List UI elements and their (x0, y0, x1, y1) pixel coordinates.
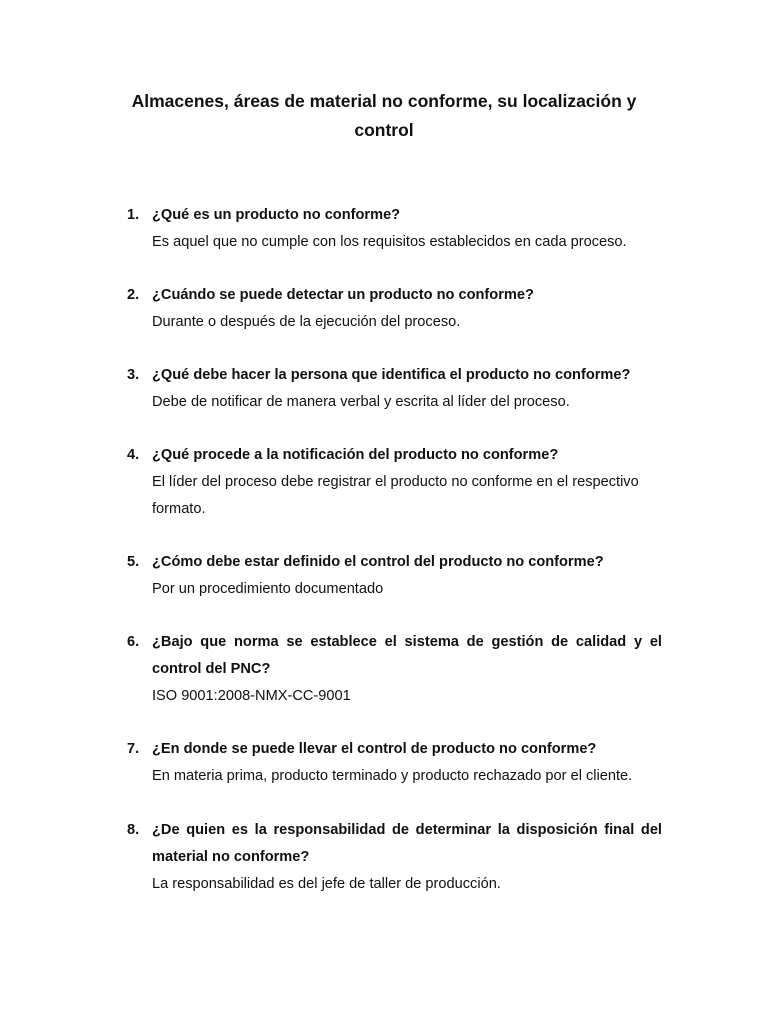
question-text: ¿Qué es un producto no conforme? (152, 207, 401, 223)
item-number: 4. (127, 447, 140, 463)
item-number: 8. (127, 822, 140, 838)
answer-text: ISO 9001:2008-NMX-CC-9001 (152, 688, 351, 704)
item-number: 6. (127, 634, 140, 650)
answer-text: La responsabilidad es del jefe de taller de producción. (152, 876, 501, 892)
question-text: ¿En donde se puede llevar el control de producto no conforme? (152, 741, 597, 757)
answer-text: Es aquel que no cumple con los requisitos establecidos en cada proceso. (152, 234, 627, 250)
question-text: ¿Bajo que norma se establece el sistema de gestión de calidad y el control del PNC? (152, 634, 662, 677)
question-text: ¿Cuándo se puede detectar un producto no conforme? (152, 287, 534, 303)
item-number: 2. (127, 287, 140, 303)
item-number: 5. (127, 554, 140, 570)
item-number: 3. (127, 367, 140, 383)
answer-text: Por un procedimiento documentado (152, 581, 384, 597)
question-text: ¿Cómo debe estar definido el control del producto no conforme? (152, 554, 604, 570)
item-number: 1. (127, 207, 140, 223)
answer-text: Durante o después de la ejecución del proceso. (152, 314, 461, 330)
question-text: ¿De quien es la responsabilidad de determinar la disposición final del material no conforme? (152, 822, 662, 865)
item-number: 7. (127, 741, 140, 757)
document-title: Almacenes, áreas de material no conforme, su localización y control (131, 91, 637, 140)
question-text: ¿Qué debe hacer la persona que identifica el producto no conforme? (152, 367, 631, 383)
question-text: ¿Qué procede a la notificación del producto no conforme? (152, 447, 559, 463)
answer-text: El líder del proceso debe registrar el producto no conforme en el respectivo formato. (152, 474, 639, 517)
answer-text: Debe de notificar de manera verbal y escrita al líder del proceso. (152, 394, 570, 410)
answer-text: En materia prima, producto terminado y producto rechazado por el cliente. (152, 768, 633, 784)
